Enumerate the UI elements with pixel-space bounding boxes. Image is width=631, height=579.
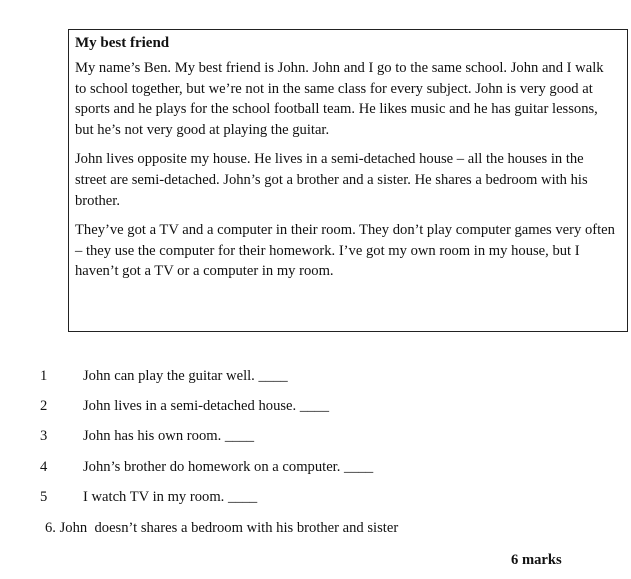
question-text: John can play the guitar well. ____ [83,368,288,384]
question-number: 6. [45,520,56,536]
question-text: John’s brother do homework on a computer. ____ [83,459,374,475]
question-text: John lives in a semi-detached house. ____ [83,398,330,414]
question-2 [40,397,329,415]
reading-paragraph-3: They’ve got a TV and a computer in their room. They don’t play computer games very often – they use the computer for their homework. I’ve got my own room in my house, but I haven’t got a TV or a computer in my room. [75,222,615,280]
reading-title: My best friend [75,35,170,51]
question-5 [40,488,257,506]
question-number: 3 [40,428,48,444]
question-text: I watch TV in my room. ____ [83,489,258,505]
question-6 [45,519,398,537]
reading-paragraph-2: John lives opposite my house. He lives in a semi-detached house – all the houses in the street are semi-detached. John’s got a brother and a sister. He shares a bedroom with his brother. [75,151,588,209]
question-number: 5 [40,489,48,505]
reading-paragraph-1: My name’s Ben. My best friend is John. John and I go to the same school. John and I walk to school together, but we’re not in the same class for every subject. John is very good at sports and he plays for the school football team. He likes music and he has guitar lessons, but he’s not very good at playing the guitar. [75,60,604,138]
question-number: 2 [40,398,48,414]
reading-passage-box [68,29,628,332]
question-number: 1 [40,368,48,384]
question-text: John doesn’t shares a bedroom with his brother and sister [59,520,399,536]
question-3 [40,427,254,445]
question-4 [40,458,373,476]
question-text: John has his own room. ____ [83,428,255,444]
question-1 [40,367,288,385]
question-number: 4 [40,459,48,475]
marks-total: 6 marks [511,552,562,568]
